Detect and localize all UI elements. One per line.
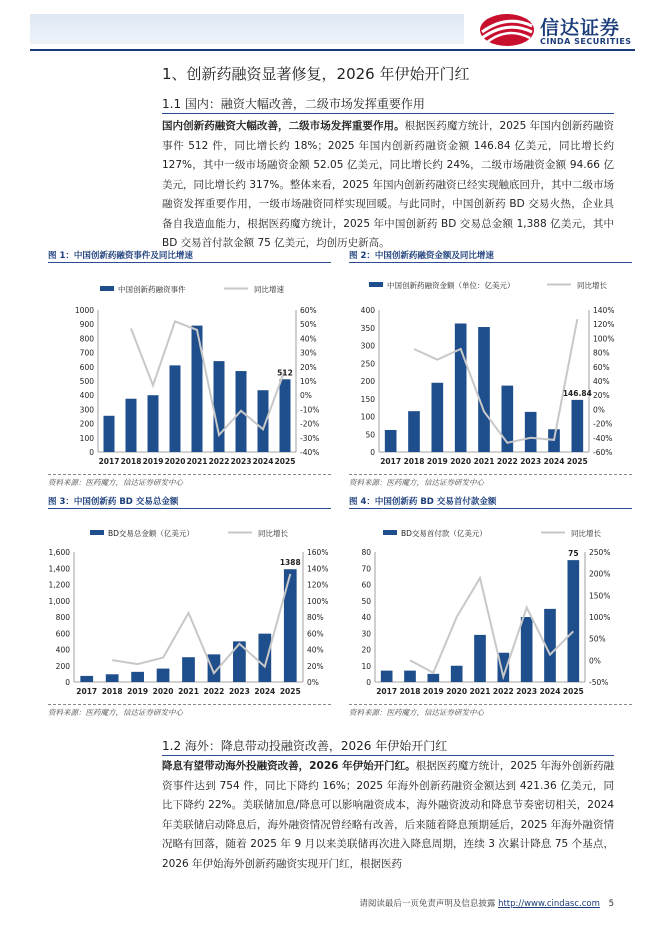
x-tick-label: 2022 [496,457,518,466]
x-tick-label: 2018 [403,457,425,466]
legend-bar-swatch [383,530,397,535]
x-tick-label: 2025 [566,457,588,466]
y-left-tick-label: 0 [366,678,371,687]
y-right-tick-label: 150% [589,591,611,601]
y-left-tick-label: 300 [360,341,375,351]
bar-2017 [385,430,397,452]
x-tick-label: 2020 [164,457,186,466]
x-tick-label: 2025 [274,457,296,466]
y-left-tick-label: 200 [360,377,375,386]
figure-1-source: 资料来源：医药魔方，信达证券研发中心 [48,478,183,487]
figure-1-title: 图 1：中国创新药融资事件及同比增速 [48,251,193,261]
paragraph-2 [162,757,614,891]
legend-bar-label: BD交易总金额（亿美元） [108,529,194,538]
y-left-tick-label: 1,400 [48,564,70,574]
bar-2019 [428,674,440,682]
header-rule [30,49,635,51]
bar-2025 [284,569,297,682]
subsection-2-rule [162,755,614,756]
bar-2024 [258,634,271,682]
chart-bd-upfront [349,510,632,700]
y-right-tick-label: -20% [300,419,320,429]
y-right-tick-label: 60% [593,362,610,372]
x-tick-label: 2021 [178,687,199,696]
y-left-tick-label: 600 [55,629,70,639]
y-right-tick-label: 120% [307,580,329,590]
x-tick-label: 2019 [142,457,164,466]
bar-2025 [280,379,291,452]
y-right-tick-label: -20% [593,419,613,429]
x-tick-label: 2017 [376,687,398,696]
bar-2017 [381,671,393,682]
y-left-tick-label: 250 [360,359,375,369]
bar-2022 [214,361,225,452]
y-left-tick-label: 30 [361,629,371,639]
figure-4-title: 图 4：中国创新药 BD 交易首付款金额 [349,497,497,507]
footer-link[interactable]: http://www.cindasc.com [498,899,600,909]
y-left-tick-label: 350 [360,323,375,333]
x-tick-label: 2019 [426,457,448,466]
y-left-tick-label: 1,200 [48,580,70,590]
section-1-title: 1、创新药融资显著修复，2026 年伊始开门红 [162,65,470,83]
bar-2018 [404,671,416,682]
figure-3-source: 资料来源：医药魔方，信达证券研发中心 [48,708,183,717]
x-tick-label: 2024 [254,687,276,696]
y-right-tick-label: 30% [300,348,317,358]
y-right-tick-label: 0% [589,656,601,666]
y-right-tick-label: 80% [593,348,610,358]
y-right-tick-label: 40% [307,645,324,655]
x-tick-label: 2022 [203,687,225,696]
y-right-tick-label: 50% [589,634,606,644]
footer [359,897,614,909]
legend-bar-swatch [100,286,114,291]
y-left-tick-label: 400 [55,645,70,655]
y-right-tick-label: 250% [589,548,611,557]
y-left-tick-label: 100 [79,433,94,443]
y-left-tick-label: 700 [79,348,94,358]
legend-line-label: 同比增长 [571,529,601,538]
bar-2017 [80,676,93,682]
figure-1-bottom-rule [48,474,331,475]
x-tick-label: 2021 [186,457,208,466]
y-left-tick-label: 600 [79,362,94,372]
bar-2019 [131,672,144,682]
figure-2-title: 图 2：中国创新药融资金额及同比增速 [349,251,494,261]
bar-2017 [104,416,115,452]
y-right-tick-label: 40% [593,377,610,386]
y-right-tick-label: 100% [593,334,615,344]
figure-1-top-rule [48,262,331,263]
y-left-tick-label: 50 [365,430,375,440]
header-band [30,14,464,44]
figure-4-top-rule [349,508,632,509]
bar-2021 [474,635,486,682]
figure-3-title: 图 3：中国创新药 BD 交易总金额 [48,497,179,507]
paragraph-1 [162,117,614,254]
y-right-tick-label: 200% [589,569,611,579]
y-right-tick-label: -30% [300,433,320,443]
y-left-tick-label: 300 [79,405,94,415]
data-label: 512 [277,368,293,378]
footer-disclaimer: 请阅读最后一页免责声明及信息披露 [359,899,496,909]
y-left-tick-label: 100 [360,412,375,422]
y-right-tick-label: 20% [300,362,317,372]
y-left-tick-label: 400 [360,306,375,315]
data-label: 1388 [279,558,301,568]
y-right-tick-label: 0% [593,405,605,415]
y-right-tick-label: -50% [589,678,609,687]
legend-bar-label: 中国创新药融资事件 [118,285,186,294]
figure-4-source: 资料来源：医药魔方，信达证券研发中心 [349,708,484,717]
subsection-1-1-title: 1.1 国内：融资大幅改善，二级市场发挥重要作用 [162,97,425,111]
y-right-tick-label: 120% [593,320,615,330]
legend-line-label: 同比增长 [577,281,607,290]
y-left-tick-label: 40 [361,613,371,622]
y-right-tick-label: 50% [300,320,317,330]
y-right-tick-label: -60% [593,448,613,457]
legend-line-label: 同比增长 [258,529,288,538]
y-right-tick-label: 100% [589,613,611,622]
x-tick-label: 2023 [516,687,538,696]
x-tick-label: 2018 [120,457,142,466]
subsection-1-2-title: 1.2 海外：降息带动投融资改善，2026 年伊始开门红 [162,739,448,753]
y-right-tick-label: 20% [307,661,324,671]
x-tick-label: 2019 [127,687,149,696]
legend-line-label: 同比增速 [254,285,284,294]
legend-bar-swatch [369,282,383,287]
y-left-tick-label: 0 [65,678,70,687]
x-tick-label: 2017 [98,457,120,466]
paragraph-1-body: 根据医药魔方统计，2025 年国内创新药融资事件 512 件，同比增长约 18%；2025 年国内创新药融资金额 146.84 亿美元，同比增长约 127%，其中一级市场融资金额 52.05 亿美元，同比增长约 24%，二级市场融资金额 94.66 亿美元，同比增长约 317%。整体来看，2025 年国内创新药融资已经实现触底回升，其中二级市场融资发挥重要作用，一级市场融资同样实现回暖。与此同时，中国创新药 BD 交易火热，企业具备自我造血能力，根据医药魔方统计，2025 年中国创新药 BD 交易总金额 1,388 亿美元，其中 BD 交易首付款金额 75 亿美元，均创历史新高。 [162,120,615,249]
chart-financing-events [48,264,331,470]
y-right-tick-label: 160% [307,548,329,557]
logo-cn: 信达证券 [540,17,621,39]
y-left-tick-label: 200 [55,661,70,671]
bar-2021 [182,657,195,682]
y-left-tick-label: 200 [79,419,94,429]
y-left-tick-label: 50 [361,596,371,606]
y-right-tick-label: 60% [300,306,317,315]
bar-2018 [126,399,137,452]
legend-bar-swatch [90,530,104,535]
bar-2021 [478,327,490,452]
page-number: 5 [608,899,614,909]
x-tick-label: 2018 [399,687,421,696]
data-label: 75 [568,549,579,559]
legend-bar-label: 中国创新药融资金额（单位：亿美元） [387,281,515,290]
figure-3-bottom-rule [48,704,331,705]
y-left-tick-label: 800 [55,613,70,622]
y-left-tick-label: 500 [79,377,94,386]
x-tick-label: 2022 [492,687,514,696]
x-tick-label: 2023 [520,457,542,466]
x-tick-label: 2021 [473,457,495,466]
legend-bar-label: BD交易首付款（亿美元） [401,529,487,538]
x-tick-label: 2022 [208,457,230,466]
y-left-tick-label: 0 [370,448,375,457]
logo-en: CINDA SECURITIES [540,37,632,46]
paragraph-2-lead: 降息有望带动海外投融资改善，2026 年伊始开门红。 [162,760,416,772]
x-tick-label: 2019 [422,687,444,696]
bar-2019 [148,395,159,452]
bar-2025 [572,400,584,452]
paragraph-2-body: 根据医药魔方统计，2025 年海外创新药融资事件达到 754 件，同比下降约 16%；2025 年海外创新药融资金额达到 421.36 亿美元，同比下降约 22%。美联储加息/降息可以影响融资成本，海外融资波动和降息节奏密切相关，2024 年美联储启动降息后，海外融资情况曾经略有改善，后来随着降息预期延后，2025 年海外融资情况略有回落，随着 2025 年 9 月以来美联储再次进入降息周期，连续 3 次累计降息 75 个基点，2026 年伊始海外创新药融资实现开门红，根据医药 [162,760,614,870]
subsection-rule [162,113,614,114]
y-left-tick-label: 70 [361,564,371,574]
x-tick-label: 2018 [101,687,123,696]
y-right-tick-label: -40% [593,433,613,443]
x-tick-label: 2024 [252,457,274,466]
y-right-tick-label: 80% [307,613,324,622]
y-left-tick-label: 900 [79,320,94,330]
y-left-tick-label: 1,000 [48,596,70,606]
bar-2020 [157,669,170,682]
y-left-tick-label: 1,600 [48,548,70,557]
bar-2019 [432,383,444,452]
y-right-tick-label: -10% [300,405,320,415]
x-tick-label: 2017 [76,687,98,696]
y-left-tick-label: 80 [361,548,371,557]
figure-2-bottom-rule [349,474,632,475]
y-left-tick-label: 20 [361,645,371,655]
y-left-tick-label: 1000 [74,306,94,315]
x-tick-label: 2024 [543,457,565,466]
figure-3-top-rule [48,508,331,509]
bar-2023 [525,412,537,452]
cinda-logo-mark-icon [478,12,536,48]
bar-2018 [106,674,119,682]
x-tick-label: 2023 [228,687,250,696]
paragraph-1-lead: 国内创新药融资大幅改善，二级市场发挥重要作用。 [162,120,405,132]
x-tick-label: 2023 [230,457,252,466]
y-left-tick-label: 150 [360,394,375,404]
y-right-tick-label: 140% [307,564,329,574]
bar-2018 [408,411,420,452]
y-left-tick-label: 0 [89,448,94,457]
data-label: 146.84 [562,388,592,398]
bar-2023 [521,617,533,682]
x-tick-label: 2020 [450,457,472,466]
figure-2-source: 资料来源：医药魔方，信达证券研发中心 [349,478,484,487]
bar-2020 [170,365,181,452]
figure-2-top-rule [349,262,632,263]
chart-financing-amount [349,264,632,470]
bar-2025 [568,560,580,682]
y-right-tick-label: 20% [593,391,610,401]
y-right-tick-label: 10% [300,377,317,386]
y-right-tick-label: 0% [307,678,319,687]
figure-4-bottom-rule [349,704,632,705]
x-tick-label: 2021 [469,687,491,696]
y-right-tick-label: 40% [300,334,317,344]
x-tick-label: 2020 [446,687,468,696]
y-left-tick-label: 400 [79,391,94,401]
x-tick-label: 2017 [380,457,402,466]
bar-2020 [451,666,463,682]
x-tick-label: 2024 [539,687,561,696]
bar-2020 [455,323,467,452]
y-right-tick-label: -40% [300,448,320,457]
y-left-tick-label: 10 [361,661,371,671]
y-left-tick-label: 800 [79,334,94,344]
y-left-tick-label: 60 [361,580,371,590]
x-tick-label: 2025 [562,687,584,696]
y-right-tick-label: 60% [307,629,324,639]
x-tick-label: 2020 [152,687,174,696]
y-right-tick-label: 100% [307,596,329,606]
y-right-tick-label: 140% [593,306,615,315]
y-right-tick-label: 0% [300,391,312,401]
chart-bd-total [48,510,331,700]
x-tick-label: 2025 [279,687,301,696]
